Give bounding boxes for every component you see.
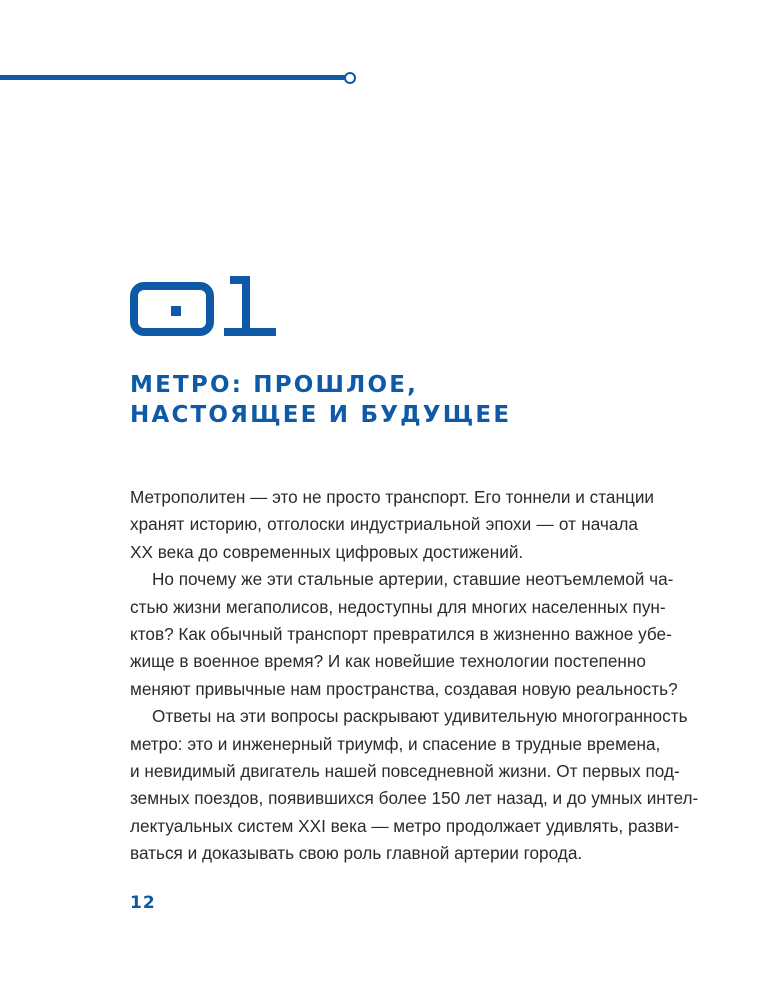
text-line: хранят историю, отголоски индустриальной эпохи — от начала bbox=[130, 514, 638, 535]
text-line: и невидимый двигатель нашей повседневной жизни. От первых под- bbox=[130, 761, 680, 782]
zero-dot-icon bbox=[171, 306, 181, 316]
text-line: ктов? Как обычный транспорт превратился в жизненно важное убе- bbox=[130, 624, 672, 645]
text-line: Метрополитен — это не просто транспорт. Его тоннели и станции bbox=[130, 487, 655, 507]
decorative-metro-line bbox=[0, 75, 346, 80]
chapter-title-line: НАСТОЯЩЕЕ И БУДУЩЕЕ bbox=[130, 402, 512, 428]
text-line: земных поездов, появившихся более 150 лет назад, и до умных интел- bbox=[130, 788, 699, 809]
body-text bbox=[130, 484, 699, 868]
chapter-number bbox=[130, 276, 274, 336]
text-line: XX века до современных цифровых достижений. bbox=[130, 541, 524, 562]
text-line: метро: это и инженерный триумф, и спасение в трудные времена, bbox=[130, 733, 661, 754]
page-number: 12 bbox=[130, 893, 156, 913]
chapter-digit-zero bbox=[130, 282, 214, 336]
text-line: ваться и доказывать свою роль главной артерии города. bbox=[130, 843, 583, 864]
text-line: жище в военное время? И как новейшие технологии постепенно bbox=[130, 651, 646, 672]
chapter-digit-one bbox=[224, 276, 274, 336]
text-line: стью жизни мегаполисов, недоступны для многих населенных пун- bbox=[130, 596, 666, 617]
metro-station-node-icon bbox=[344, 72, 356, 84]
chapter-title bbox=[130, 370, 511, 430]
text-line: Но почему же эти стальные артерии, ставшие неотъемлемой ча- bbox=[152, 569, 674, 590]
chapter-title-line: МЕТРО: ПРОШЛОЕ, bbox=[130, 372, 419, 398]
text-line: меняют привычные нам пространства, создавая новую реальность? bbox=[130, 678, 678, 699]
text-line: Ответы на эти вопросы раскрывают удивительную многогранность bbox=[152, 706, 688, 727]
text-line: лектуальных систем XXI века — метро продолжает удивлять, разви- bbox=[130, 815, 680, 836]
